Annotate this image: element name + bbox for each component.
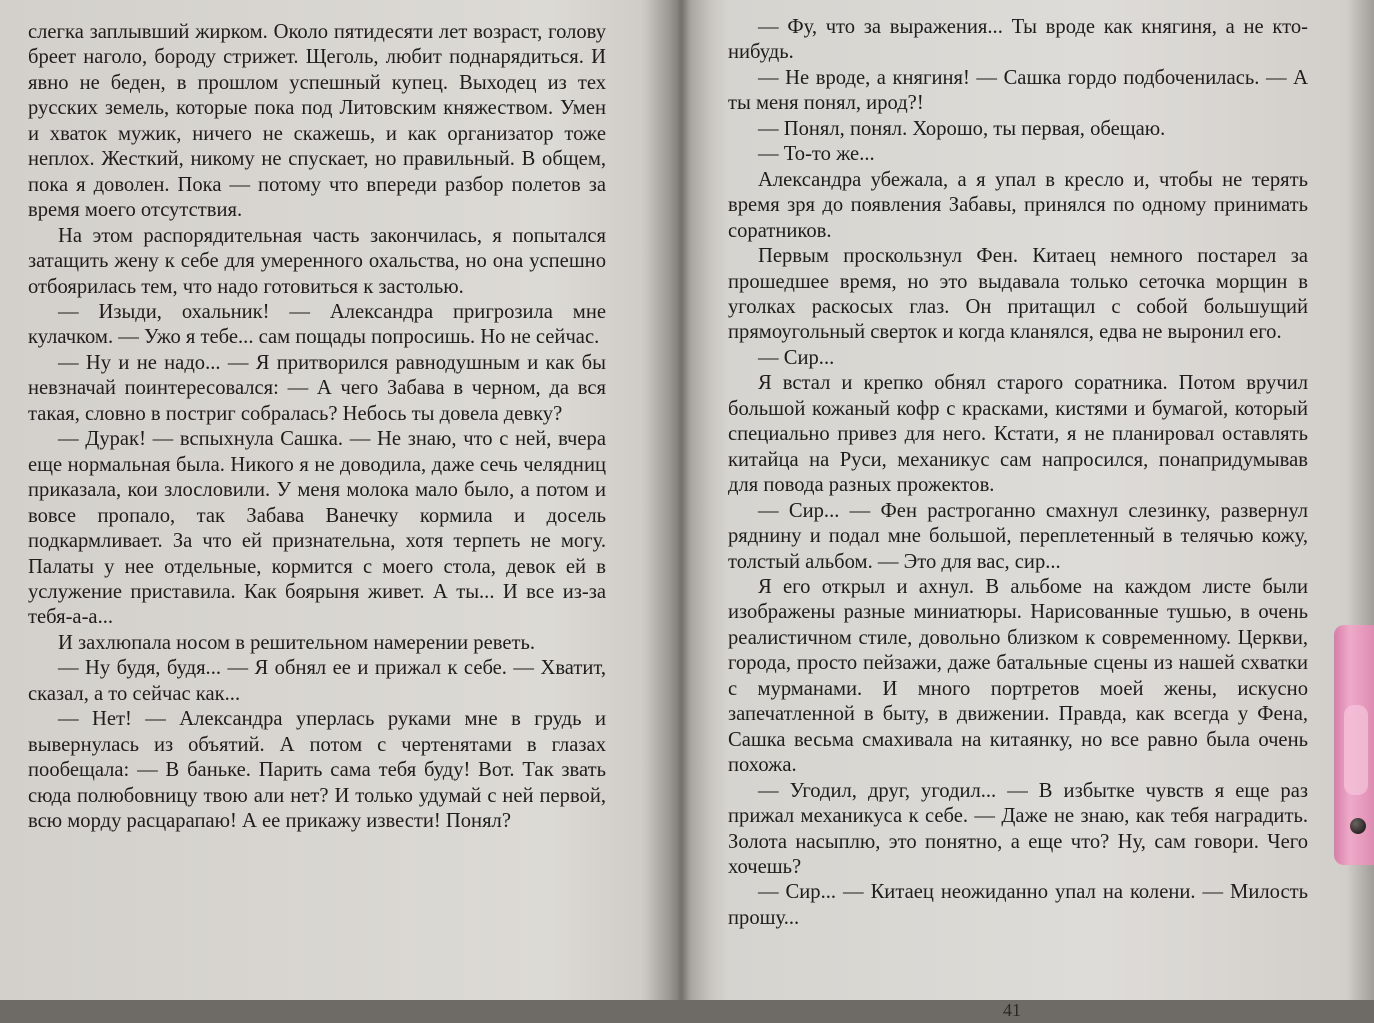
left-paragraph-2: На этом распорядительная часть закончилась, я попытался затащить жену к себе для умеренного охальства, но она успешно отбоярилась тем, что надо готовиться к застолью. <box>28 224 606 298</box>
right-paragraph-9: — Сир... — Фен растроганно смахнул слезинку, развернул ряднину и подал мне большой, переплетенный в телячью кожу, толстый альбом. — Это для вас, сир... <box>728 499 1308 573</box>
left-paragraph-3: — Изыди, охальник! — Александра пригрозила мне кулачком. — Ужо я тебе... сам пощады попросишь. Но не сейчас. <box>28 300 606 349</box>
left-paragraph-5: — Дурак! — вспыхнула Сашка. — Не знаю, что с ней, вчера еще нормальная была. Никого я не доводила, даже сечь челядниц приказала, кои злословили. У меня молока мало было, а потом и вовсе пропало, так Забава Ванечку кормила и досель подкармливает. За что ей признательна, хотя терпеть не могу. Палаты у нее отдельные, кормится с моего стола, девок ей в услужение приставила. Как боярыня живет. А ты... И все из-за тебя-а-а... <box>28 428 606 629</box>
pin-head <box>1350 818 1366 834</box>
right-paragraph-8: Я встал и крепко обнял старого соратника. Потом вручил большой кожаный кофр с красками, кистями и бумагой, который специально привез для него. Кстати, я не планировал оставлять китайца на Руси, механикус сам напросился, понапридумывав для повода разных прожектов. <box>728 372 1308 497</box>
left-paragraph-1: слегка заплывший жирком. Около пятидесяти лет возраст, голову бреет наголо, бороду стрижет. Щеголь, любит поднарядиться. И явно не беден, в прошлом успешный купец. Выходец из тех русских земель, которые пока под Литовским княжеством. Умен и хваток мужик, ничего не скажешь, и как организатор тоже неплох. Жесткий, никому не спускает, но правильный. В общем, пока я доволен. Пока — потому что впереди разбор полетов за время моего отсутствия. <box>28 21 606 222</box>
gutter-shadow <box>640 0 710 1000</box>
left-paragraph-4: — Ну и не надо... — Я притворился равнодушным и как бы невзначай поинтересовался: — А чего Забава в черном, да вся такая, словно в постриг собралась? Небось ты довела девку? <box>28 351 606 425</box>
right-paragraph-7: — Сир... <box>758 346 835 369</box>
right-page <box>728 0 1308 1020</box>
right-paragraph-2: — Не вроде, а княгиня! — Сашка гордо подбоченилась. — А ты меня понял, ирод?! <box>728 66 1308 115</box>
right-paragraph-4: — То-то же... <box>758 143 875 166</box>
right-paragraph-1: — Фу, что за выражения... Ты вроде как княгиня, а не кто-нибудь. <box>728 16 1308 64</box>
right-paragraph-5: Александра убежала, а я упал в кресло и, чтобы не терять время зря до появления Забавы, принялся по одному принимать соратников. <box>728 168 1308 242</box>
right-paragraph-6: Первым проскользнул Фен. Китаец немного постарел за прошедшее время, но это выдавала только сеточка морщин в уголках раскосых глаз. Он притащил с собой большущий прямоугольный сверток и когда кланялся, едва не выронил его. <box>728 245 1308 344</box>
left-page <box>28 0 606 1020</box>
left-paragraph-8: — Нет! — Александра уперлась руками мне в грудь и вывернулась из объятий. А потом с чертенятами в глазах пообещала: — В баньке. Парить сама тебя буду! Вот. Так звать сюда полюбовницу твою али нет? И только удумай с ней первой, всю морду расцарапаю! А ее прикажу извести! Понял? <box>28 708 606 833</box>
right-paragraph-11: — Угодил, друг, угодил... — В избытке чувств я еще раз прижал механикуса к себе. — Даже не знаю, как тебя наградить. Золота насыплю, это понятно, а еще что? Ну, сам говори. Чего хочешь? <box>728 779 1308 878</box>
right-paragraph-10: Я его открыл и ахнул. В альбоме на каждом листе были изображены разные миниатюры. Нарисованные тушью, в очень реалистичном стиле, довольно близком к современному. Церкви, города, просто пейзажи, даже батальные сцены из нашей схватки с мурманами. И много портретов моей жены, искусно запечатленной в быту, в движении. Правда, как всегда у Фена, Сашка весьма смахивала на китаянку, но все равно была очень похожа. <box>728 575 1308 777</box>
right-paragraph-12: — Сир... — Китаец неожиданно упал на колени. — Милость прошу... <box>728 881 1308 929</box>
page-number: 41 <box>1003 999 1021 1020</box>
left-paragraph-7: — Ну будя, будя... — Я обнял ее и прижал к себе. — Хватит, сказал, а то сейчас как... <box>28 657 606 705</box>
right-paragraph-3: — Понял, понял. Хорошо, ты первая, обещаю. <box>758 117 1166 140</box>
left-paragraph-6: И захлюпала носом в решительном намерении реветь. <box>58 631 536 654</box>
